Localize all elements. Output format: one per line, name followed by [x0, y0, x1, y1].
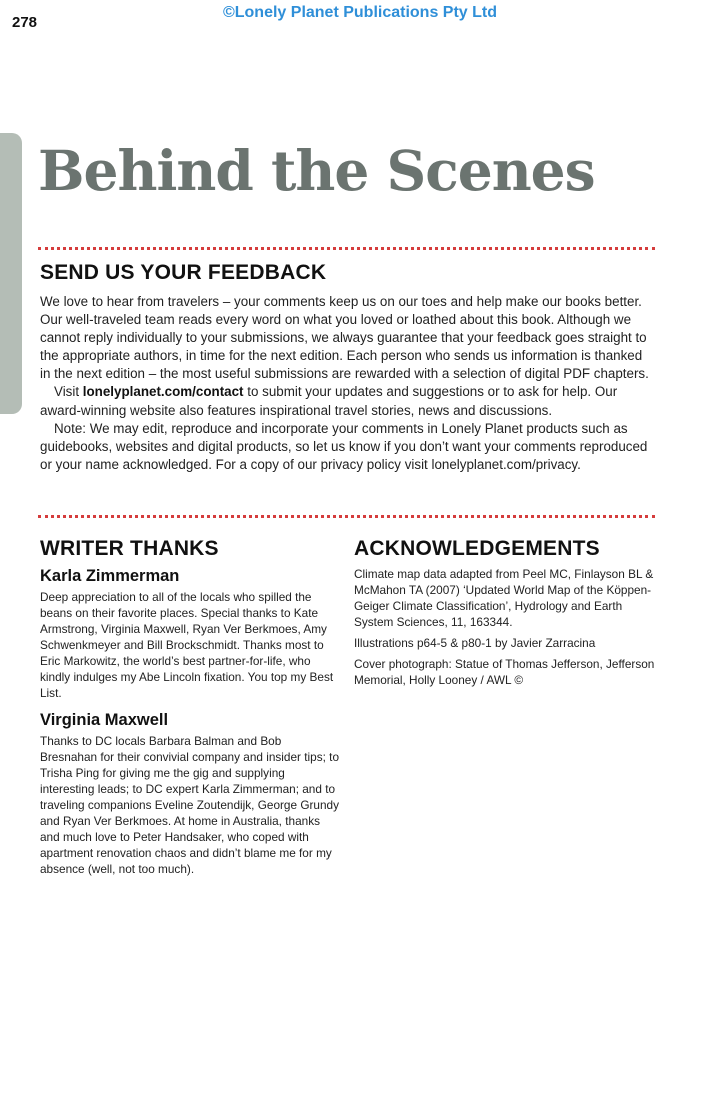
acknowledgement-paragraph: Illustrations p64-5 & p80-1 by Javier Zarracina [354, 636, 596, 650]
chapter-side-tab [0, 133, 22, 414]
divider-middle [38, 515, 655, 518]
acknowledgement-paragraph: Cover photograph: Statue of Thomas Jefferson, Jefferson Memorial, Holly Looney / AWL © [354, 657, 655, 687]
feedback-paragraph-2-prefix: Visit [54, 384, 83, 400]
feedback-paragraph-1: We love to hear from travelers – your comments keep us on our toes and help make our books better. Our well-traveled team reads every word on what you loved or loathed about this book. Although we cannot reply individually to your submissions, we always guarantee that your feedback goes straight to the appropriate authors, in time for the next edition. Each person who sends us information is thanked in the next edition – the most useful submissions are rewarded with a selection of digital PDF chapters. [40, 294, 649, 382]
feedback-paragraph-3: Note: We may edit, reproduce and incorporate your comments in Lonely Planet products such as guidebooks, websites and digital products, so let us know if you don’t want your comments reproduced or your name acknowledged. For a copy of our privacy policy visit lonelyplanet.com/privacy. [40, 420, 648, 472]
chapter-title: Behind the Scenes [38, 138, 595, 203]
acknowledgement-paragraph: Climate map data adapted from Peel MC, Finlayson BL & McMahon TA (2007) ‘Updated World Map of the Köppen-Geiger Climate Classification’, Hydrology and Earth System Sciences, 11, 163344. [354, 567, 654, 629]
divider-top [38, 247, 655, 250]
feedback-body [40, 293, 655, 474]
writer-thanks-heading: WRITER THANKS [40, 537, 219, 560]
acknowledgements-heading: ACKNOWLEDGEMENTS [354, 537, 600, 560]
copyright-notice: ©Lonely Planet Publications Pty Ltd [222, 4, 498, 21]
page-number: 278 [12, 14, 38, 31]
writer-thanks-text: Thanks to DC locals Barbara Balman and Bob Bresnahan for their convivial company and insider tips; to Trisha Ping for giving me the gig and supplying interesting leads; to DC expert Karla Zimmerman; and to traveling companions Eveline Zoutendijk, George Grundy and Ryan Ver Berkmoes. At home in Australia, thanks and much love to Peter Handsaker, who coped with apartment renovation chaos and didn’t blame me for my absence (well, not too much). [40, 734, 340, 876]
writer-name: Karla Zimmerman [40, 567, 180, 585]
feedback-heading: SEND US YOUR FEEDBACK [40, 261, 327, 284]
writer-name: Virginia Maxwell [40, 711, 169, 729]
contact-link[interactable]: lonelyplanet.com/contact [82, 384, 244, 400]
writer-thanks-text: Deep appreciation to all of the locals who spilled the beans on their favorite places. Special thanks to Kate Armstrong, Virginia Maxwell, Ryan Ver Berkmoes, Amy Schwenkmeyer and Bill Brockschmidt. Thanks most to Eric Markowitz, the world’s best partner-for-life, who kindly indulges my Abe Lincoln fixation. You top my Best List. [40, 590, 334, 700]
acknowledgements-body [354, 566, 655, 693]
feedback-paragraph-2-suffix: to submit your updates and suggestions or to ask for help. Our award-winning website also features inspirational travel stories, news and discussions. [40, 384, 618, 418]
